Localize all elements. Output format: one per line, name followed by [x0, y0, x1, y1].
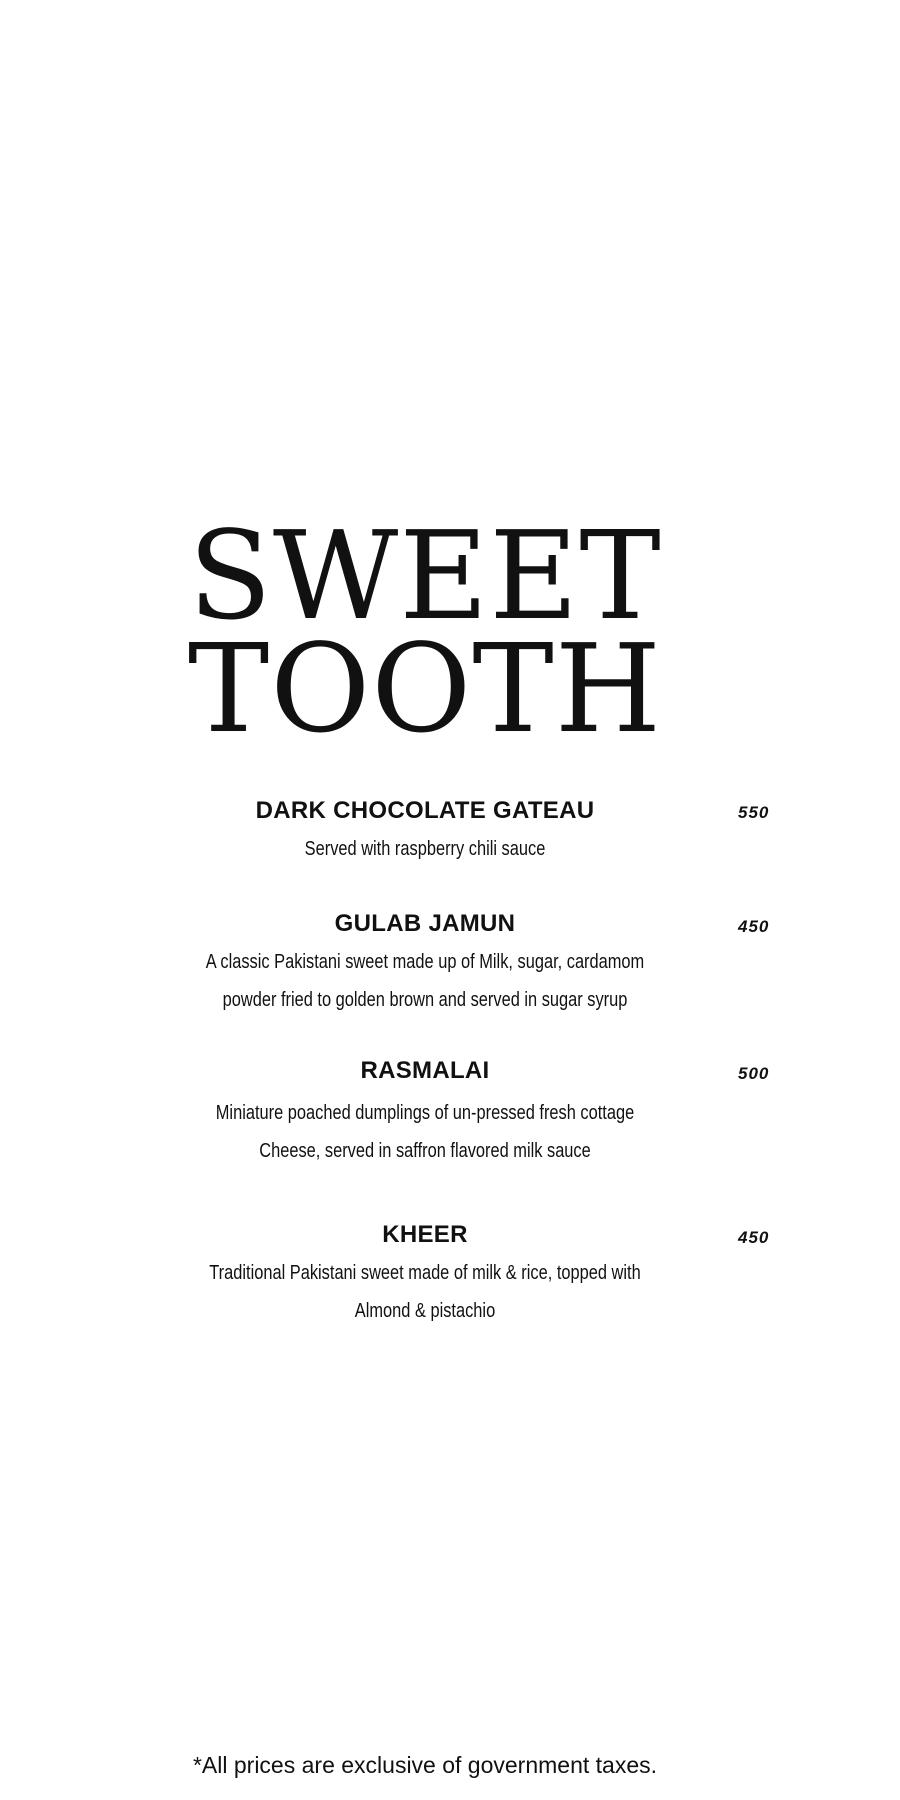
price-disclaimer-footnote: *All prices are exclusive of government taxes. [192, 1752, 658, 1778]
menu-item-description-line: Traditional Pakistani sweet made of milk & rice, topped with [209, 1261, 641, 1284]
menu-item-name: DARK CHOCOLATE GATEAU [255, 797, 595, 824]
menu-title-line-2: TOOTH [187, 618, 663, 760]
menu-item-name: KHEER [382, 1221, 468, 1248]
menu-item-description [200, 1094, 651, 1170]
menu-item-dark-chocolate-gateau [150, 797, 700, 868]
menu-item-name: GULAB JAMUN [334, 910, 516, 937]
menu-item-price: 450 [738, 1228, 770, 1247]
menu-item-description-line: Miniature poached dumplings of un-pressed fresh cottage [215, 1101, 635, 1124]
menu-item-gulab-jamun [150, 910, 700, 1019]
menu-item-kheer [150, 1221, 700, 1330]
menu-item-rasmalai [150, 1057, 700, 1170]
menu-item-price: 500 [738, 1064, 770, 1083]
menu-item-description-line: Served with raspberry chili sauce [304, 837, 546, 860]
menu-item-description [200, 943, 651, 1019]
menu-item-description-line: powder fried to golden brown and served in sugar syrup [222, 988, 628, 1011]
menu-title-line-1: SWEET [188, 505, 662, 647]
menu-item-price: 450 [738, 917, 770, 936]
menu-item-description [200, 1254, 651, 1330]
menu-item-price: 550 [738, 803, 770, 822]
menu-item-name: RASMALAI [360, 1057, 490, 1084]
menu-item-description-line: A classic Pakistani sweet made up of Milk, sugar, cardamom [205, 950, 645, 973]
menu-item-description [200, 830, 651, 868]
menu-item-description-line: Cheese, served in saffron flavored milk sauce [259, 1139, 591, 1162]
menu-item-description-line: Almond & pistachio [354, 1299, 496, 1322]
